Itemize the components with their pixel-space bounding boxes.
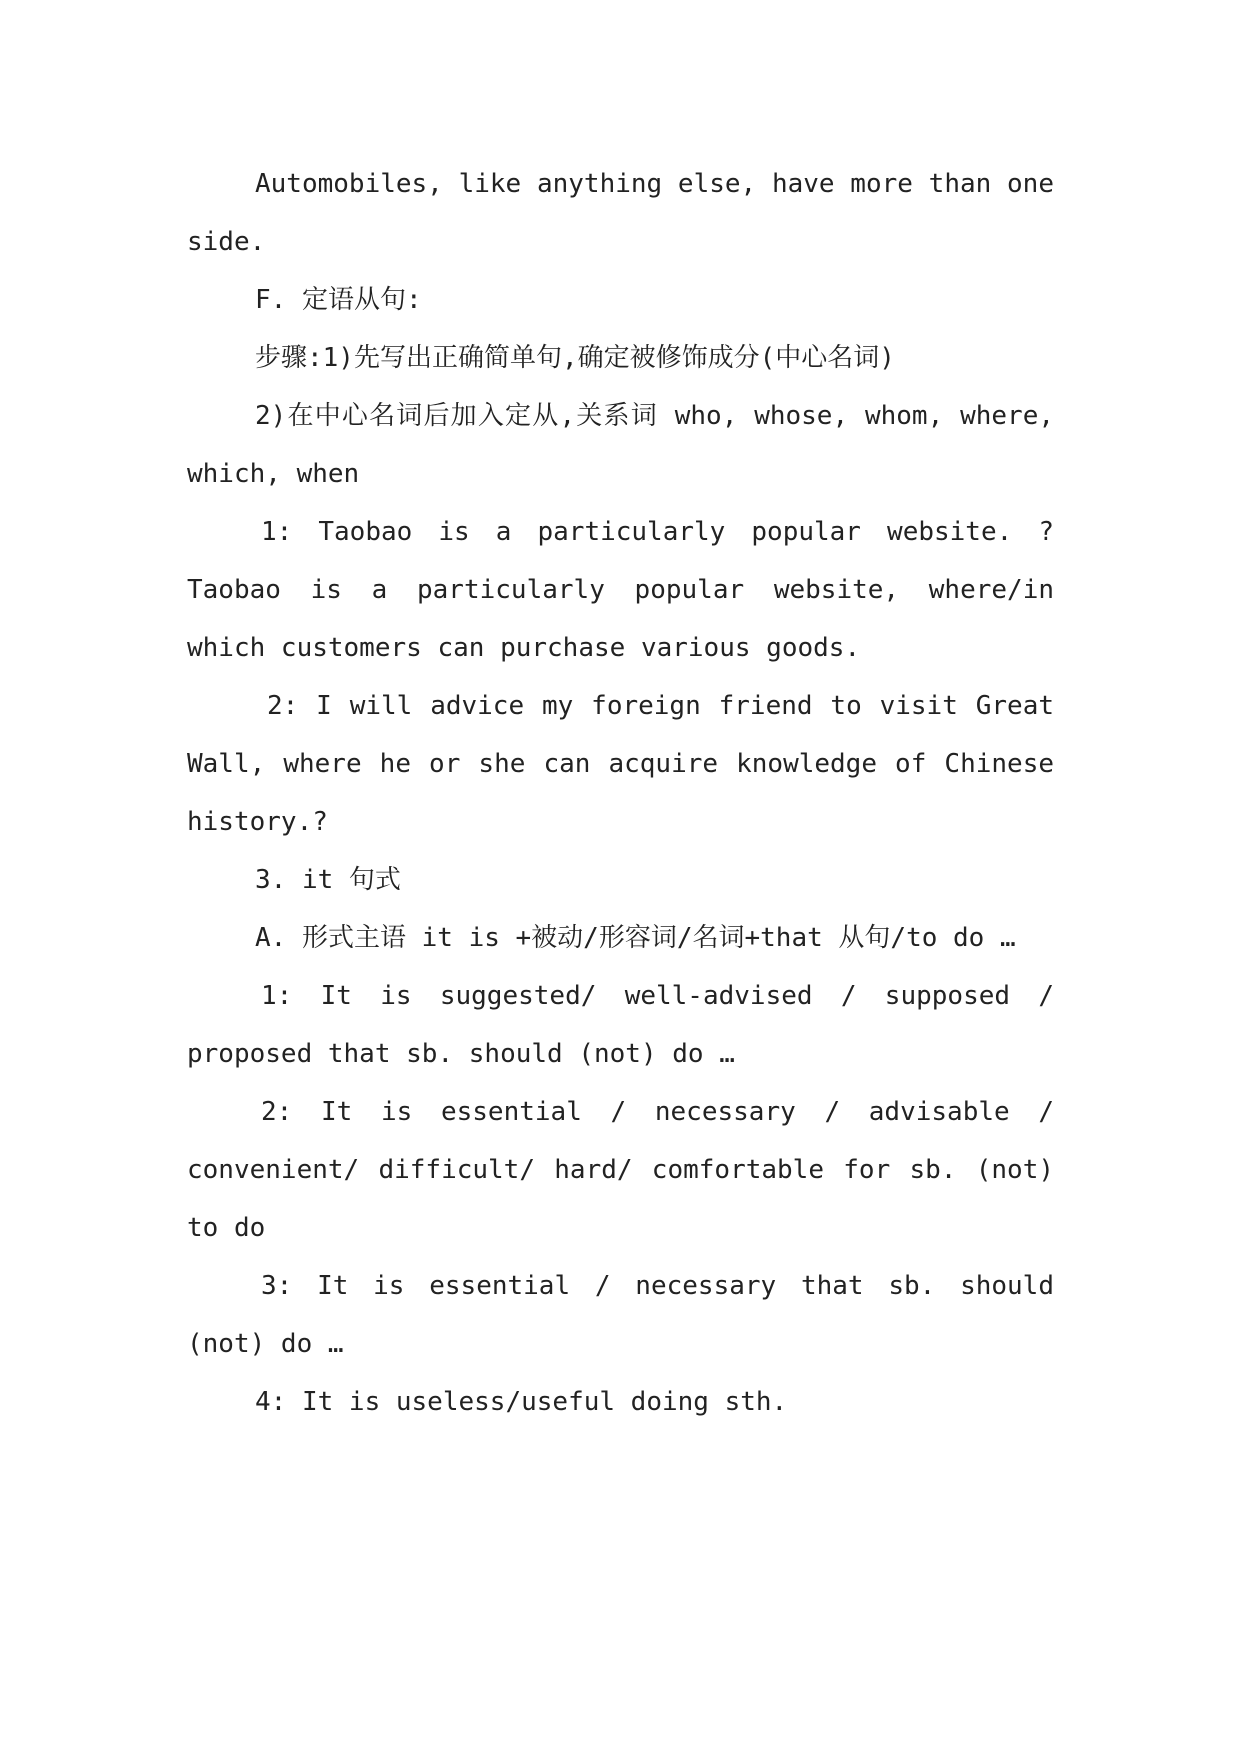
paragraph-step-2: 2)在中心名词后加入定从,关系词 who, whose, whom, where, which, when bbox=[187, 401, 1054, 489]
example-it-is-suggested: 1: It is suggested/ well-advised / supposed / proposed that sb. should (not) do … bbox=[187, 981, 1054, 1069]
example-it-is-essential-that: 3: It is essential / necessary that sb. should (not) do … bbox=[187, 1271, 1054, 1359]
paragraph-automobiles: Automobiles, like anything else, have more than one side. bbox=[187, 169, 1054, 257]
heading-formal-subject: A. 形式主语 it is +被动/形容词/名词+that 从句/to do … bbox=[255, 923, 1016, 953]
example-great-wall: 2: I will advice my foreign friend to visit Great Wall, where he or she can acquire knowledge of Chinese history.? bbox=[187, 691, 1054, 837]
example-taobao: 1: Taobao is a particularly popular website. ?Taobao is a particularly popular website, where/in which customers can purchase various goods. bbox=[187, 517, 1054, 663]
paragraph-step-1: 步骤:1)先写出正确简单句,确定被修饰成分(中心名词) bbox=[255, 343, 895, 373]
example-it-is-essential-for: 2: It is essential / necessary / advisable / convenient/ difficult/ hard/ comfortable for sb. (not) to do bbox=[187, 1097, 1054, 1243]
example-it-is-useless: 4: It is useless/useful doing sth. bbox=[255, 1387, 788, 1417]
heading-it-pattern: 3. it 句式 bbox=[255, 865, 401, 895]
heading-attributive-clause: F. 定语从句: bbox=[255, 285, 422, 315]
document-body bbox=[187, 155, 1054, 1431]
